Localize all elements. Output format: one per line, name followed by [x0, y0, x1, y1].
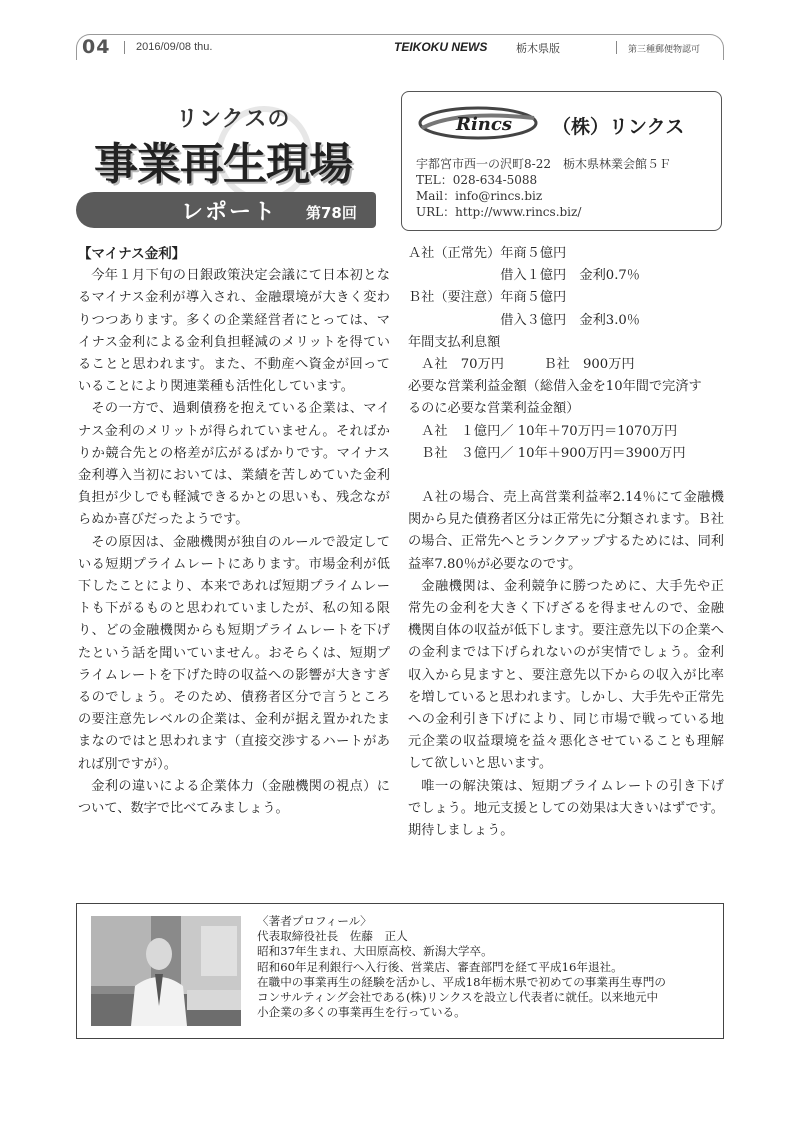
postal-permit: 第三種郵便物認可 [628, 45, 701, 55]
article-paragraph: Ａ社の場合、売上高営業利益率2.14％にて金融機関から見た債務者区分は正常先に分類されます。Ｂ社の場合、正常先へとランクアップするためには、同利益率7.80％が必要なのです。 [408, 490, 724, 572]
company-tel: TEL：028-634-5088 [416, 173, 538, 187]
logo-text: Rincs [456, 114, 512, 135]
author-photo [91, 916, 241, 1026]
divider [616, 41, 617, 54]
profile-line: 小企業の多くの事業再生を行っている。 [257, 1005, 466, 1020]
company-contact [416, 156, 671, 220]
comparison-line: るのに必要な営業利益金額） [408, 401, 580, 417]
series-issue-number: 第78回 [306, 204, 357, 222]
company-mail[interactable]: Mail：info@rincs.biz [416, 189, 543, 203]
issue-date: 2016/09/08 thu. [136, 41, 213, 53]
comparison-line: 借入１億円 金利0.7％ [408, 268, 640, 284]
divider [124, 41, 125, 54]
rincs-logo-icon [418, 106, 538, 140]
author-profile-box [76, 903, 724, 1039]
profile-heading: 〈著者プロフィール〉 [257, 914, 372, 928]
comparison-line: 必要な営業利益金額（総借入金を10年間で完済す [408, 379, 702, 395]
article-paragraph: 今年１月下旬の日銀政策決定会議にて日本初となるマイナス金利が導入され、金融環境が大きく変わりつつあります。多くの企業経営者にとっては、マイナス金利による金利負担軽減のメリットを得ていることと思われます。また、不動産へ資金が回っていることにより関連業種も活性化しています。 [78, 268, 390, 395]
article-paragraph: その原因は、金融機関が独自のルールで設定している短期プライムレートにあります。市場金利が低下したことにより、本来であれば短期プライムレートも下がるものと思われていましたが、私の知る限り、どの金融機関からも短期プライムレートを下げたという話を聞いていません。おそらくは、短期プライムレートを下げた時の収益への影響が大きすぎるのでしょう。そのため、債務者区分で言うところの要注意先レベルの企業は、金利が据え置かれたままなのではと思われます（直接交渉するハートがあれば別ですが）。 [78, 534, 390, 772]
edition-label: 栃木県版 [516, 42, 560, 55]
company-address: 宇都宮市西一の沢町8-22 栃木県林業会館５Ｆ [416, 157, 671, 171]
company-info-box [401, 91, 722, 231]
profile-line: 昭和60年足利銀行へ入行後、営業店、審査部門を経て平成16年退社。 [257, 959, 623, 974]
article-paragraph: 唯一の解決策は、短期プライムレートの引き下げでしょう。地元支援としての効果は大きいはずです。期待しましょう。 [408, 778, 724, 839]
spacer [408, 465, 724, 487]
comparison-line: Ｂ社（要注意）年商５億円 [408, 290, 567, 306]
profile-line: 代表取締役社長 佐藤 正人 [257, 929, 408, 944]
series-title-main: 事業再生現場 [94, 139, 352, 190]
comparison-line: Ａ社 １億円／ 10年＋70万円＝1070万円 [408, 423, 678, 439]
article-left-column [78, 243, 390, 820]
profile-line: 在職中の事業再生の経験を活かし、平成18年栃木県で初めての事業再生専門の [257, 974, 666, 989]
series-title-top: リンクスの [176, 107, 291, 132]
author-photo-image [91, 916, 241, 1026]
article-paragraph: 金利の違いによる企業体力（金融機関の視点）について、数字で比べてみましょう。 [78, 778, 390, 817]
series-title-sub: レポート [181, 200, 278, 225]
comparison-line: 年間支払利息額 [408, 334, 501, 350]
article-heading: 【マイナス金利】 [78, 246, 186, 262]
comparison-line: Ａ社（正常先）年商５億円 [408, 246, 567, 261]
comparison-table [408, 243, 724, 465]
comparison-line: Ａ社 70万円 Ｂ社 900万円 [408, 357, 635, 373]
series-title-logo [76, 102, 384, 232]
comparison-line: Ｂ社 ３億円／ 10年＋900万円＝3900万円 [408, 445, 686, 461]
page-header [76, 34, 724, 60]
profile-line: 昭和37年生まれ、大田原高校、新潟大学卒。 [257, 944, 493, 959]
page-number: 04 [82, 36, 111, 58]
profile-line: コンサルティング会社である(株)リンクスを設立し代表者に就任。以来地元中 [257, 990, 659, 1005]
publication-name: TEIKOKU NEWS [394, 40, 488, 54]
article-paragraph: 金融機関は、金利競争に勝つために、大手先や正常先の金利を大きく下げざるを得ませんので、金融機関自体の収益が低下します。要注意先以下の企業への金利までは下げられないのが実情でしょう。金利収入から見ますと、要注意先以下からの収入が比率を増していると思われます。しかし、大手先や正常先への金利引き下げにより、同じ市場で戦っている地元企業の収益環境を益々悪化させていることも理解して欲しいと思います。 [408, 578, 724, 772]
company-url[interactable]: URL：http://www.rincs.biz/ [416, 205, 582, 219]
comparison-line: 借入３億円 金利3.0％ [408, 312, 640, 328]
company-name: （株）リンクス [552, 116, 685, 138]
article-paragraph: その一方で、過剰債務を抱えている企業は、マイナス金利のメリットが得られていません。そればかりか競合先との格差が広がるばかりです。マイナス金利導入当初においては、業績を苦しめていた金利負担が少しでも軽減できるかとの思いも、残念ながらぬか喜びだったようです。 [78, 401, 390, 528]
author-profile-text [257, 914, 717, 1020]
article-right-column [408, 243, 724, 842]
